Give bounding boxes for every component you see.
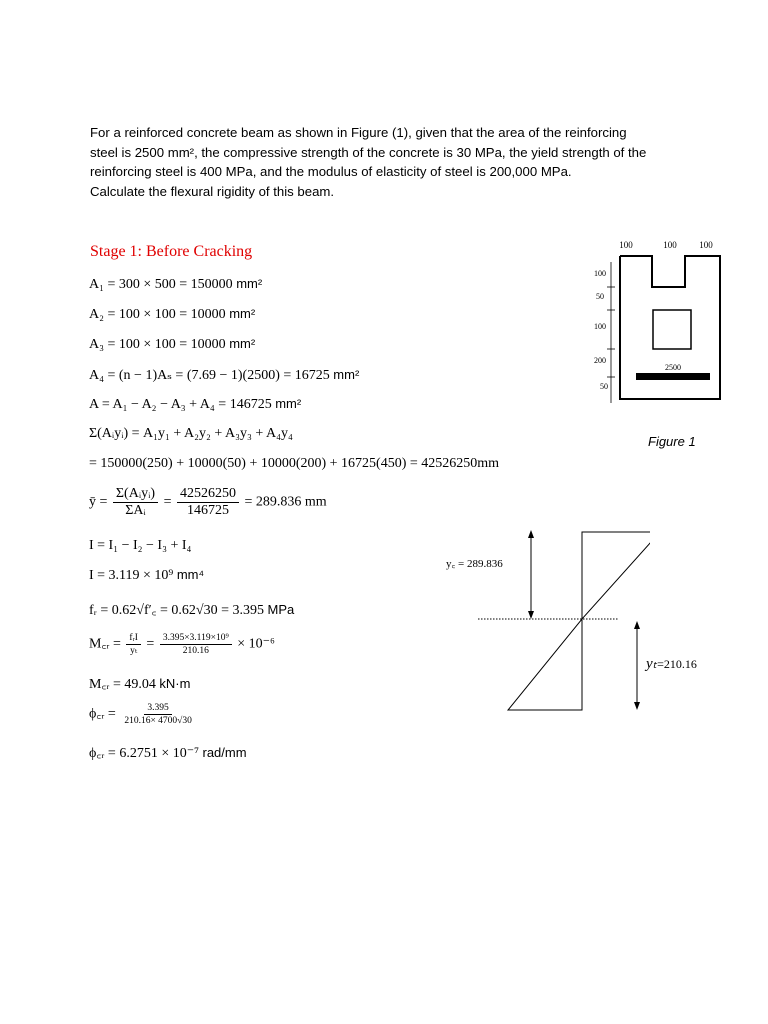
denominator: 146725 — [186, 503, 229, 518]
equation-a4 — [89, 367, 359, 384]
stage-title: Stage 1: Before Cracking — [90, 243, 253, 260]
equation-a1 — [89, 276, 262, 293]
unit: kN·m — [159, 676, 191, 691]
left-dim-label: 100 — [594, 322, 606, 331]
beam-cross-section-figure — [582, 236, 742, 411]
compression-strain-triangle — [582, 532, 650, 619]
hollow-void — [653, 310, 691, 349]
numerator: 3.395 — [144, 702, 171, 715]
fraction — [126, 632, 141, 657]
equation-text: fᵣ = 0.62√f′꜀ = 0.62√30 = 3.395 — [89, 603, 268, 618]
equation-ybar — [89, 486, 327, 519]
equation-sum-ay-value: = 150000(250) + 10000(50) + 10000(200) + 16725(450) = 42526250mm — [89, 456, 500, 471]
equation-lhs: ϕ꜀ᵣ = — [89, 706, 116, 722]
denominator: 210.16× 4700√30 — [124, 716, 192, 726]
equation-phi-value — [89, 743, 247, 762]
equation-a3 — [89, 336, 255, 353]
steel-area-label: 2500 — [665, 363, 681, 372]
left-dim-label: 100 — [594, 269, 606, 278]
equation-mcr-value — [89, 674, 190, 693]
intro-line: reinforcing steel is 400 MPa, and the modulus of elasticity of steel is 200,000 MPa. — [90, 164, 572, 179]
equation-a2 — [89, 306, 255, 323]
equation-text: M꜀ᵣ = 49.04 — [89, 677, 160, 692]
denominator: yₜ — [130, 646, 138, 656]
equals: = — [146, 636, 155, 652]
denominator: 210.16 — [182, 646, 209, 656]
equation-mcr — [89, 632, 275, 657]
problem-statement — [90, 123, 690, 201]
intro-line: steel is 2500 mm², the compressive strength of the concrete is 30 MPa, the yield strength of the — [90, 144, 647, 160]
equation-i-formula: I = I₁ − I₂ − I₃ + I₄ — [89, 538, 192, 553]
denominator: ΣAᵢ — [125, 503, 146, 518]
equation-text: ϕ꜀ᵣ = 6.2751 × 10⁻⁷ — [89, 746, 203, 761]
top-dim-label: 100 — [663, 240, 677, 250]
top-dim-label: 100 — [619, 240, 633, 250]
unit: mm² — [236, 276, 263, 291]
equation-text: A₂ = 100 × 100 = 10000 — [89, 307, 230, 322]
equation-fr — [89, 600, 294, 619]
yc-label: y꜀ = 289.836 — [446, 558, 503, 570]
fraction — [121, 702, 195, 727]
figure-caption: Figure 1 — [648, 434, 696, 449]
yt-value: =210.16 — [657, 657, 697, 671]
fraction — [113, 486, 158, 519]
left-dim-label: 50 — [600, 382, 608, 391]
strain-diagram — [440, 520, 650, 720]
yt-symbol: yₜ — [646, 656, 658, 672]
fraction — [160, 632, 232, 657]
left-dim-label: 50 — [596, 292, 604, 301]
equation-text: A₁ = 300 × 500 = 150000 — [89, 277, 237, 292]
numerator: 3.395×3.119×10⁹ — [160, 632, 232, 645]
equation-phi — [89, 702, 197, 727]
unit: mm² — [275, 396, 302, 411]
equation-i-value — [89, 567, 204, 584]
reinforcing-steel-bar — [636, 373, 710, 380]
equation-factor: × 10⁻⁶ — [237, 636, 275, 652]
equation-text: A₃ = 100 × 100 = 10000 — [89, 337, 230, 352]
equation-result: = 289.836 mm — [244, 494, 327, 510]
equals: = — [163, 494, 172, 510]
equation-text: A = A₁ − A₂ − A₃ + A₄ = 146725 — [89, 397, 276, 412]
unit: mm² — [229, 336, 256, 351]
arrowhead-icon — [634, 621, 640, 629]
top-dim-label: 100 — [699, 240, 713, 250]
equation-sum-ay: Σ(Aᵢyᵢ) = A₁y₁ + A₂y₂ + A₃y₃ + A₄y₄ — [89, 426, 293, 441]
numerator: 42526250 — [177, 486, 239, 503]
equation-lhs: ȳ = — [89, 494, 108, 510]
left-dim-label: 200 — [594, 356, 606, 365]
equation-lhs: M꜀ᵣ = — [89, 636, 121, 652]
arrowhead-icon — [528, 530, 534, 538]
numerator: fᵣI — [126, 632, 141, 645]
unit: mm² — [229, 306, 256, 321]
equation-text: A₄ = (n − 1)Aₛ = (7.69 − 1)(2500) = 16725 — [89, 368, 334, 383]
numerator: Σ(Aᵢyᵢ) — [113, 486, 158, 503]
fraction — [177, 486, 239, 519]
yt-label — [646, 654, 697, 673]
tension-strain-triangle — [508, 619, 582, 710]
intro-line: For a reinforced concrete beam as shown in Figure (1), given that the area of the reinforcing — [90, 125, 627, 140]
arrowhead-icon — [528, 611, 534, 619]
unit: mm² — [333, 367, 360, 382]
unit: MPa — [267, 602, 295, 617]
equation-a-total — [89, 396, 301, 413]
arrowhead-icon — [634, 702, 640, 710]
unit: rad/mm — [202, 745, 247, 760]
unit: mm⁴ — [176, 567, 205, 582]
equation-text: I = 3.119 × 10⁹ — [89, 568, 177, 583]
intro-line: Calculate the flexural rigidity of this beam. — [90, 183, 335, 199]
